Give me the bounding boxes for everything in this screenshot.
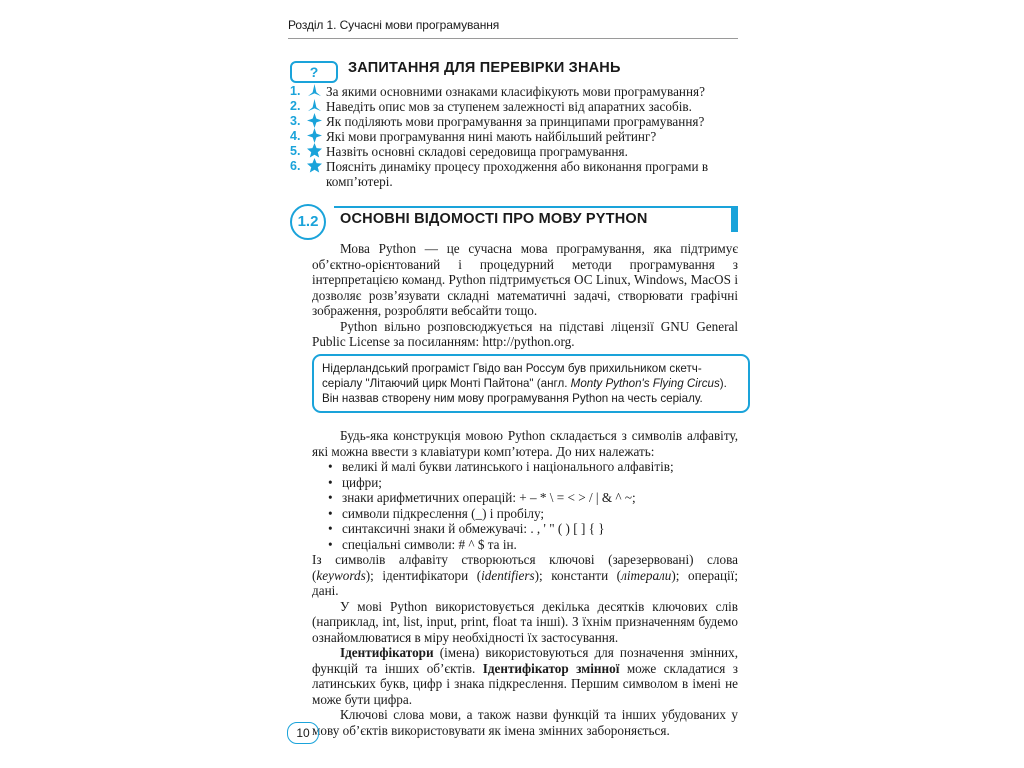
level-easy-icon — [307, 83, 322, 98]
note-text-after: ). Він назвав створену ним мову програмування Python на честь серіалу. — [322, 377, 727, 405]
words-text: Із символів алфавіту створюються ключові (зарезервовані) слова ( — [312, 552, 738, 583]
intro-paragraph-2: Python вільно розповсюджується на підставі ліцензії GNU General Public License за посиланням: http://python.org. — [312, 318, 738, 349]
section-heading-rule-end — [731, 206, 738, 232]
identifiers-paragraph — [312, 645, 738, 707]
list-item: • великі й малі букви латинського і національного алфавітів; — [312, 459, 738, 475]
intro-paragraph-1: Мова Python — це сучасна мова програмування, яка підтримує об’єктно-орієнтований і процедурний методи програмування з інтерпретацією команд. Python підтримується ОС Linux, Windows, MacOS і дозволяє розв’язувати складні математичні задачі, створювати графічні зображення, розробляти вебсайти тощо. — [312, 241, 738, 318]
level-easy-icon — [307, 98, 322, 113]
question-number: 6. — [290, 159, 301, 173]
question-item — [290, 159, 742, 189]
question-number: 1. — [290, 84, 301, 98]
list-item: • синтаксичні знаки й обмежувачі: . , ' " ( ) [ ] { } — [312, 521, 738, 537]
list-item: • знаки арифметичних операцій: + – * \ = < > / | & ^ ~; — [312, 490, 738, 506]
identifiers-text: (імена) використовуються для позначення змінних, функцій та інших об’єктів. — [312, 645, 738, 676]
section-number-badge: 1.2 — [290, 204, 326, 240]
words-text: ); операції; дані. — [312, 567, 738, 598]
term-keywords: keywords — [316, 567, 366, 583]
list-item: • символи підкреслення (_) і пробілу; — [312, 506, 738, 522]
keywords-paragraph: У мові Python використовується декілька десятків ключових слів (наприклад, int, list, input, print, float та інші). З їхнім призначенням будемо ознайомлюватися в міру необхідності їх застосування. — [312, 598, 738, 645]
section-title: ОСНОВНІ ВІДОМОСТІ ПРО МОВУ PYTHON — [340, 211, 648, 227]
intro-text — [312, 241, 738, 350]
term-literals: літерали — [621, 567, 672, 583]
running-header: Розділ 1. Сучасні мови програмування — [288, 18, 500, 32]
question-item — [290, 144, 742, 159]
term-identifiers: identifiers — [481, 567, 535, 583]
question-text: За якими основними ознаками класифікують мови програмування? — [326, 84, 705, 99]
question-text: Назвіть основні складові середовища програмування. — [326, 144, 628, 159]
questions-list — [290, 84, 742, 189]
list-item: • цифри; — [312, 475, 738, 491]
final-paragraph: Ключові слова мови, а також назви функцій та інших убудованих у мову об’єктів використовувати як імена змінних забороняється. — [312, 707, 738, 738]
note-text-before: Нідерландський програміст Гвідо ван Россум був прихильником скетч-серіалу "Літаючий цирк Монті Пайтона" (англ. — [322, 362, 702, 390]
question-item — [290, 84, 742, 99]
question-number: 3. — [290, 114, 301, 128]
identifiers-text: може складатися з латинських букв, цифр і знака підкреслення. Першим символом в імені не може бути цифра. — [312, 660, 738, 707]
question-number: 2. — [290, 99, 301, 113]
alphabet-list — [312, 459, 738, 552]
question-number: 5. — [290, 144, 301, 158]
question-badge-icon: ? — [290, 61, 338, 83]
term-variable-identifier: Ідентифікатор змінної — [482, 660, 620, 676]
words-text: ); константи ( — [534, 567, 622, 583]
header-divider — [288, 38, 738, 39]
words-text: ); ідентифікатори ( — [365, 567, 482, 583]
term-identifiers-bold: Ідентифікатори — [340, 645, 434, 660]
question-item — [290, 99, 742, 114]
question-text: Які мови програмування нині мають найбільший рейтинг? — [326, 129, 657, 144]
main-text — [312, 428, 738, 738]
question-text: Як поділяють мови програмування за принципами програмування? — [326, 114, 705, 129]
page-number: 10 — [287, 722, 319, 744]
question-item — [290, 114, 742, 129]
level-hard-icon — [307, 143, 322, 158]
question-text: Поясніть динаміку процесу проходження або виконання програми в комп’ютері. — [326, 159, 709, 189]
words-paragraph — [312, 552, 738, 599]
alphabet-intro: Будь-яка конструкція мовою Python складається з символів алфавіту, які можна ввести з клавіатури комп’ютера. До них належать: — [312, 428, 738, 459]
question-item — [290, 129, 742, 144]
list-item: • спеціальні символи: # ^ $ та ін. — [312, 537, 738, 553]
level-medium-icon — [307, 113, 322, 128]
note-text-italic: Monty Python's Flying Circus — [570, 377, 720, 390]
section-heading-rule — [334, 206, 736, 208]
question-text: Наведіть опис мов за ступенем залежності від апаратних засобів. — [326, 99, 692, 114]
level-hard-icon — [307, 158, 322, 173]
questions-title: ЗАПИТАННЯ ДЛЯ ПЕРЕВІРКИ ЗНАНЬ — [348, 60, 621, 76]
level-medium-icon — [307, 128, 322, 143]
info-note-box — [312, 354, 750, 413]
question-number: 4. — [290, 129, 301, 143]
